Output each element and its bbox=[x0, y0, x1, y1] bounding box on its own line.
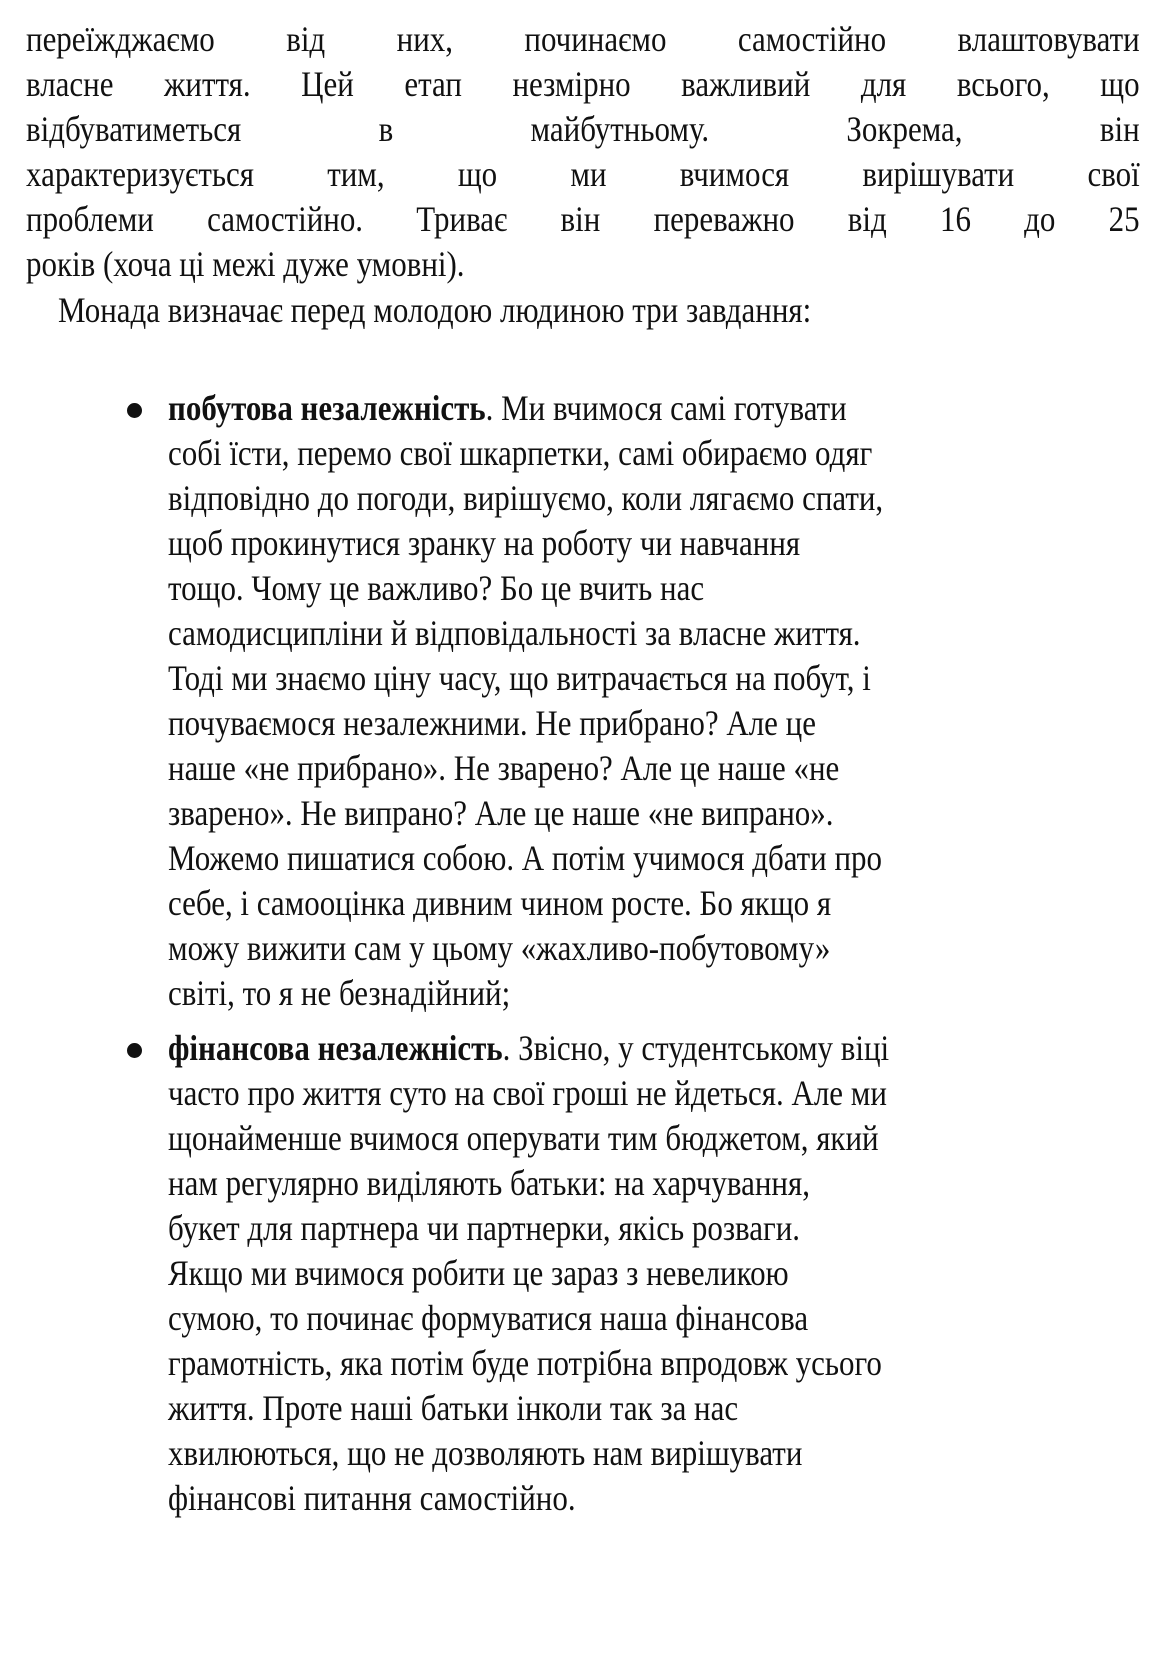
text-line bbox=[26, 62, 1140, 107]
text-line: Тоді ми знаємо ціну часу, що витрачається на побут, і bbox=[168, 658, 871, 698]
text-line: відповідно до погоди, вирішуємо, коли лягаємо спати, bbox=[168, 478, 884, 518]
text-line: зварено». Не випрано? Але це наше «не випрано». bbox=[168, 793, 834, 833]
text-line: наше «не прибрано». Не зварено? Але це наше «не bbox=[168, 748, 840, 788]
word: незмірно bbox=[512, 64, 631, 104]
text-line bbox=[168, 386, 847, 431]
word: етап bbox=[404, 64, 462, 104]
word: проблеми bbox=[26, 199, 154, 239]
text-line: хвилюються, що не дозволяють нам вирішувати bbox=[168, 1433, 803, 1473]
text-line: Можемо пишатися собою. А потім учимося дбати про bbox=[168, 838, 883, 878]
word: що bbox=[457, 154, 498, 194]
text-line: собі їсти, перемо свої шкарпетки, самі обираємо одяг bbox=[168, 433, 873, 473]
word: ми bbox=[570, 154, 607, 194]
text-span: . Звісно, у студентському віці bbox=[502, 1028, 890, 1068]
text-line: букет для партнера чи партнерки, якісь розваги. bbox=[168, 1208, 801, 1248]
text-line: років (хоча ці межі дуже умовні). bbox=[26, 244, 465, 284]
intro-paragraph: Монада визначає перед молодою людиною три завдання: bbox=[58, 290, 812, 330]
text-line: світі, то я не безнадійний; bbox=[168, 973, 511, 1013]
text-span: . Ми вчимося самі готувати bbox=[485, 388, 847, 428]
word: він bbox=[1099, 109, 1140, 149]
word: самостійно. bbox=[207, 199, 364, 239]
text-line: життя. Проте наші батьки інколи так за нас bbox=[168, 1388, 739, 1428]
word: свої bbox=[1087, 154, 1140, 194]
text-line bbox=[26, 152, 1140, 197]
word: вирішувати bbox=[862, 154, 1015, 194]
word: власне bbox=[26, 64, 114, 104]
text-line bbox=[26, 107, 1140, 152]
text-line: щоб прокинутися зранку на роботу чи навчання bbox=[168, 523, 801, 563]
word: влаштовувати bbox=[957, 19, 1140, 59]
word: Зокрема, bbox=[846, 109, 963, 149]
word: них, bbox=[396, 19, 453, 59]
bullet-icon bbox=[127, 403, 142, 418]
list-item-term: фінансова незалежність bbox=[168, 1028, 503, 1068]
text-line: фінансові питання самостійно. bbox=[168, 1478, 576, 1518]
word: важливий bbox=[681, 64, 811, 104]
word: в bbox=[378, 109, 394, 149]
word: самостійно bbox=[737, 19, 887, 59]
word: він bbox=[560, 199, 601, 239]
word: вчимося bbox=[679, 154, 790, 194]
word: від bbox=[847, 199, 887, 239]
text-line: нам регулярно виділяють батьки: на харчування, bbox=[168, 1163, 810, 1203]
text-line: можу вижити сам у цьому «жахливо-побутовому» bbox=[168, 928, 831, 968]
word: тим, bbox=[327, 154, 385, 194]
text-line: себе, і самооцінка дивним чином росте. Бо якщо я bbox=[168, 883, 832, 923]
bullet-icon bbox=[127, 1043, 142, 1058]
word: для bbox=[860, 64, 907, 104]
word: Цей bbox=[301, 64, 354, 104]
word: починаємо bbox=[524, 19, 667, 59]
text-line bbox=[168, 1026, 889, 1071]
text-line: сумою, то починає формуватися наша фінансова bbox=[168, 1298, 809, 1338]
word: що bbox=[1100, 64, 1140, 104]
word: життя. bbox=[164, 64, 251, 104]
word: 16 bbox=[939, 199, 971, 239]
word: 25 bbox=[1108, 199, 1140, 239]
text-line: часто про життя суто на свої гроші не йдеться. Але ми bbox=[168, 1073, 887, 1113]
word: переважно bbox=[653, 199, 795, 239]
word: до bbox=[1024, 199, 1056, 239]
text-line: щонайменше вчимося оперувати тим бюджетом, який bbox=[168, 1118, 879, 1158]
text-line: тощо. Чому це важливо? Бо це вчить нас bbox=[168, 568, 705, 608]
text-line bbox=[26, 197, 1140, 242]
word: всього, bbox=[956, 64, 1050, 104]
text-line: Якщо ми вчимося робити це зараз з невеликою bbox=[168, 1253, 789, 1293]
text-line: самодисципліни й відповідальності за власне життя. bbox=[168, 613, 861, 653]
list-item-term: побутова незалежність bbox=[168, 388, 486, 428]
word: майбутньому. bbox=[530, 109, 710, 149]
word: від bbox=[286, 19, 326, 59]
text-line bbox=[26, 17, 1140, 62]
word: переїжджаємо bbox=[26, 19, 215, 59]
word: характеризується bbox=[26, 154, 254, 194]
text-line: грамотність, яка потім буде потрібна впродовж усього bbox=[168, 1343, 882, 1383]
word: відбуватиметься bbox=[26, 109, 242, 149]
word: Триває bbox=[416, 199, 508, 239]
text-line: почуваємося незалежними. Не прибрано? Але це bbox=[168, 703, 816, 743]
